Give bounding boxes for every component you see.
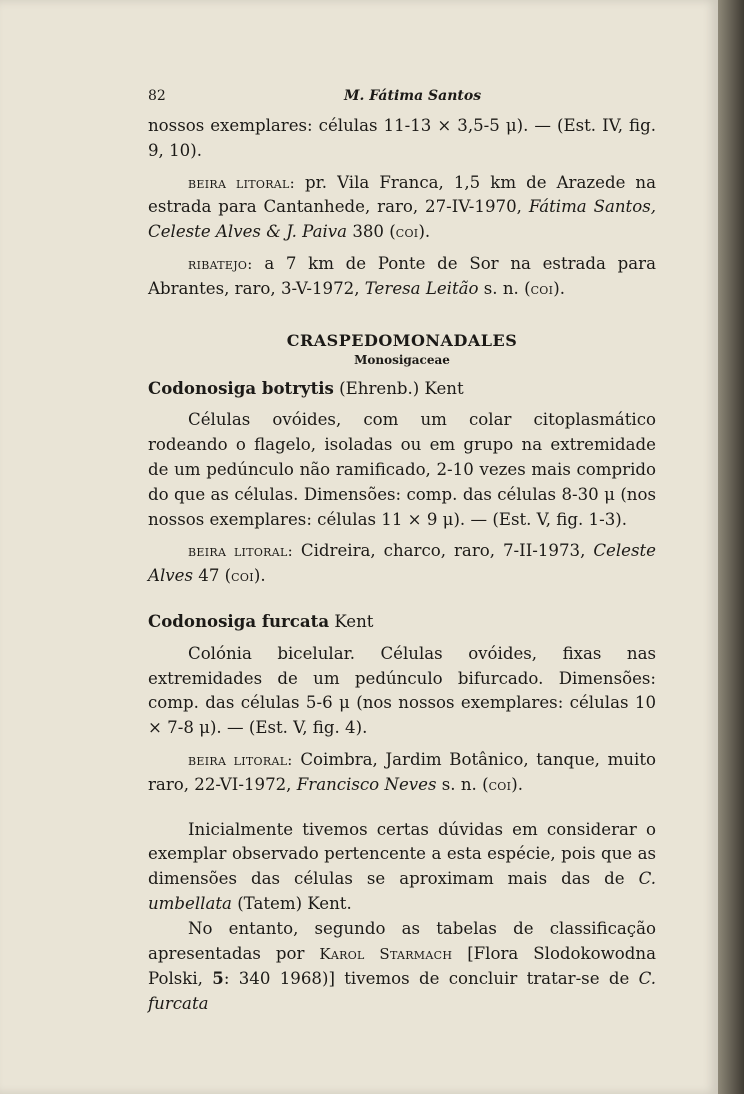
collector-names: Fátima Santos, Celeste Alves & J. Paiva (148, 197, 656, 242)
page-header (148, 88, 658, 108)
species-reference: C. umbellata (148, 869, 656, 913)
locality-beira-litoral-2 (148, 539, 656, 589)
collector-names: Celeste Alves (148, 541, 656, 586)
text-run: ). (253, 566, 266, 586)
text-run: ). (511, 774, 524, 794)
region-label: beira litoral: (188, 173, 296, 192)
locality-beira-litoral-3 (148, 748, 656, 798)
order-heading: CRASPEDOMONADALES (286, 330, 518, 350)
running-title: M. Fátima Santos (344, 88, 482, 104)
text-run: pr. Vila Franca, 1,5 km de Arazede na estrada para Cantanhede, raro, 27-IV-1970, (148, 172, 657, 217)
collector-names: Teresa Leitão (364, 278, 479, 298)
text-run: (Tatem) Kent. (231, 893, 352, 913)
page-number: 82 (148, 88, 166, 104)
paragraph-continuation (148, 114, 656, 164)
text-run: [Flora Slodokowodna Polski, (148, 943, 656, 989)
body-text (148, 114, 656, 1017)
text-run: 380 ( (347, 222, 396, 242)
text-run: Coimbra, Jardim Botânico, tanque, muito raro, 22-VI-1972, (148, 749, 656, 794)
family-heading: Monosigaceae (354, 352, 450, 367)
text-run: a 7 km de Ponte de Sor na estrada para Abrantes, raro, 3-V-1972, (148, 253, 656, 298)
region-label: beira litoral: (188, 542, 293, 561)
text-run: ). (553, 278, 566, 298)
species-authority: (Ehrenb.) Kent (333, 378, 464, 398)
species-reference: C. furcata (148, 969, 656, 1014)
species-title-codonosiga-furcata (148, 609, 656, 635)
text-run: : 340 1968)] tivemos de concluir tratar-se de (223, 969, 639, 989)
text-run: Células ovóides, com um colar citoplasmático rodeando o flagelo, isoladas ou em grupo na extremidade de um pedúnculo não ramificado, 2-10 vezes mais comprido do que as células. Dimensões: comp. das células 8-30 μ (nos nossos exemplares: células 11 × 9 μ). — (Est. V, fig. 1-3). (148, 410, 656, 529)
species-authority: Kent (329, 611, 374, 631)
species-description (148, 408, 656, 532)
page-binding-edge (718, 0, 744, 1094)
collector-names: Francisco Neves (296, 774, 437, 794)
text-run: s. n. ( (478, 278, 531, 298)
author-name: Karol Starmach (319, 944, 453, 963)
discussion-paragraph (148, 917, 656, 1017)
text-run: nossos exemplares: células 11-13 × 3,5-5 μ). — (Est. IV, fig. 9, 10). (148, 116, 656, 160)
locality-beira-litoral-1 (148, 171, 656, 245)
text-run: s. n. ( (436, 774, 489, 794)
text-run: Cidreira, charco, raro, 7-II-1973, (292, 541, 594, 561)
text-run: 47 ( (193, 566, 232, 586)
locality-ribatejo (148, 252, 656, 302)
volume-number: 5 (212, 968, 224, 989)
discussion-paragraph (148, 818, 656, 917)
species-description (148, 642, 656, 741)
herbarium-code: coi (530, 279, 554, 298)
region-label: beira litoral: (188, 750, 293, 769)
herbarium-code: coi (231, 567, 254, 586)
region-label: ribatejo: (188, 254, 253, 273)
text-run: Colónia bicelular. Células ovóides, fixas nas extremidades de um pedúnculo bifurcado. Dimensões: comp. das células 5-6 μ (nos nossos exemplares: células 10 × 7-8 μ). — (Est. V, fig. 4). (148, 643, 656, 738)
text-run: No entanto, segundo as tabelas de classificação apresentadas por (148, 918, 656, 963)
species-name: Codonosiga botrytis (148, 377, 334, 398)
text-run: Inicialmente tivemos certas dúvidas em considerar o exemplar observado pertencente a esta espécie, pois que as dimensões das células se aproximam mais das de (148, 819, 656, 889)
species-title-codonosiga-botrytis (148, 376, 656, 402)
herbarium-code: coi (395, 223, 419, 242)
herbarium-code: coi (488, 775, 512, 794)
species-name: Codonosiga furcata (148, 610, 330, 631)
text-run: ). (418, 222, 431, 242)
